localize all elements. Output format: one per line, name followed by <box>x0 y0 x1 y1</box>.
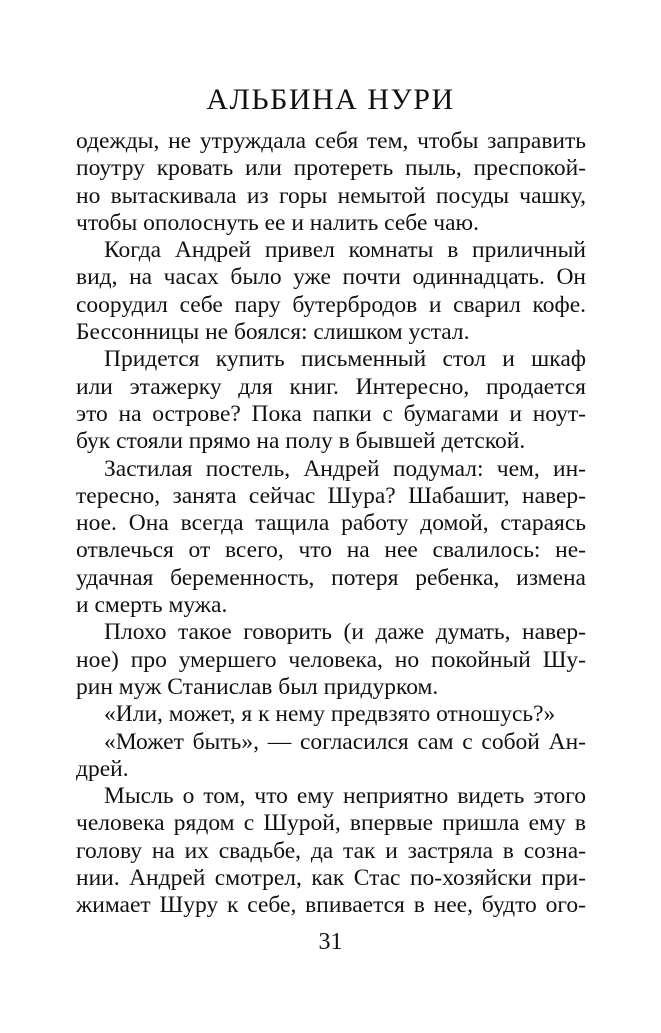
text-line: это на острове? Пока папки с бумагами и ноут- <box>76 400 586 427</box>
text-line: отвлечься от всего, что на нее свалилось: не- <box>76 537 586 564</box>
text-line: человека рядом с Шурой, впервые пришла ему в <box>76 810 586 837</box>
text-line: дрей. <box>76 755 129 782</box>
text-line: или этажерку для книг. Интересно, продается <box>76 373 586 400</box>
paragraph <box>76 128 586 237</box>
paragraph <box>76 346 586 455</box>
text-line: одежды, не утруждала себя тем, чтобы заправить <box>76 128 586 154</box>
text-line: Плохо такое говорить (и даже думать, навер- <box>104 619 586 646</box>
text-line: голову на их свадьбе, да так и застряла в созна- <box>76 837 586 864</box>
text-line: нии. Андрей смотрел, как Стас по-хозяйски при- <box>76 865 586 892</box>
text-line: соорудил себе пару бутербродов и сварил кофе. <box>76 291 586 318</box>
text-line: жимает Шуру к себе, впивается в нее, будто ого- <box>76 892 586 919</box>
text-line: Мысль о том, что ему неприятно видеть этого <box>104 783 586 810</box>
text-line: но вытаскивала из горы немытой посуды чашку, <box>76 182 586 209</box>
paragraph <box>76 701 586 728</box>
text-line: «Или, может, я к нему предвзято отношусь?» <box>104 701 556 728</box>
text-line: поутру кровать или протереть пыль, преспокой- <box>76 155 586 182</box>
paragraph <box>76 456 586 620</box>
text-line: бук стояли прямо на полу в бывшей детской. <box>76 428 526 455</box>
body-text <box>76 128 586 920</box>
text-line: ное. Она всегда тащила работу домой, стараясь <box>76 510 586 537</box>
text-line: «Может быть», — согласился сам с собой Ан- <box>104 728 586 755</box>
text-line: Когда Андрей привел комнаты в приличный <box>104 237 586 264</box>
text-line: и смерть мужа. <box>76 592 228 619</box>
paragraph <box>76 237 586 346</box>
paragraph <box>76 783 586 919</box>
text-line: рин муж Станислав был придурком. <box>76 673 439 700</box>
text-line: удачная беременность, потеря ребенка, измена <box>76 564 586 591</box>
page-number: 31 <box>318 929 343 955</box>
text-line: тересно, занята сейчас Шура? Шабашит, навер- <box>76 482 586 509</box>
paragraph <box>76 729 586 784</box>
text-line: Застилая постель, Андрей подумал: чем, ин- <box>104 455 586 482</box>
text-line: чтобы ополоснуть ее и налить себе чаю. <box>76 209 479 236</box>
text-line: ное) про умершего человека, но покойный Шу- <box>76 646 586 673</box>
text-line: Придется купить письменный стол и шкаф <box>104 346 586 373</box>
text-line: вид, на часах было уже почти одиннадцать. Он <box>76 264 586 291</box>
running-head: АЛЬБИНА НУРИ <box>206 83 455 116</box>
paragraph <box>76 619 586 701</box>
text-line: Бессонницы не боялся: слишком устал. <box>76 319 470 346</box>
